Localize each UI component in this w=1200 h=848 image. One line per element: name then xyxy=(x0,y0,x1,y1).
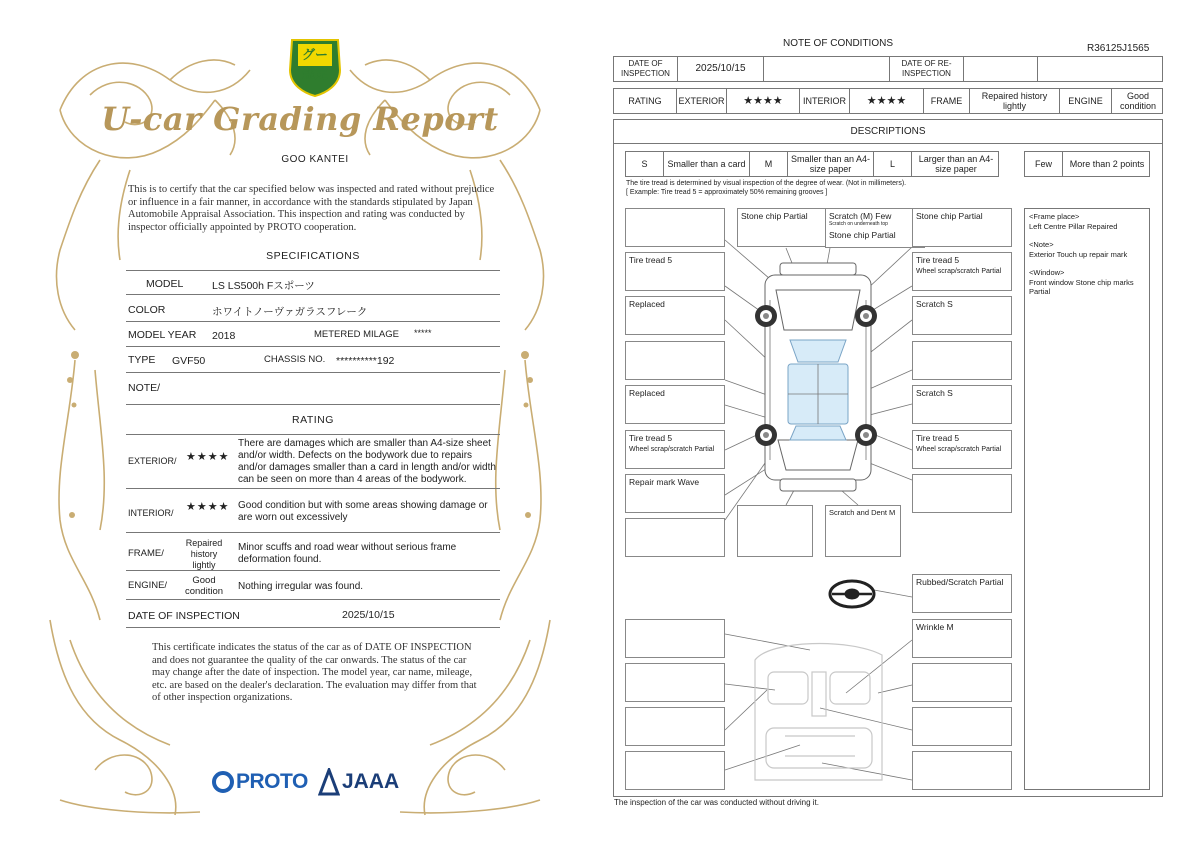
note-title: NOTE OF CONDITIONS xyxy=(783,38,893,49)
tire-note-2: [ Example: Tire tread 5 = approximately 50% remaining grooves ] xyxy=(626,189,828,196)
spec-row-model xyxy=(126,272,500,295)
date-reinspection-label: DATE OF RE-INSPECTION xyxy=(890,57,964,81)
chassis-label: CHASSIS NO. xyxy=(264,354,326,365)
mileage-label: METERED MILAGE xyxy=(314,329,399,340)
spec-row-year xyxy=(126,323,500,347)
note-text: Exterior Touch up repair mark xyxy=(1029,249,1128,259)
legend-few: Few xyxy=(1025,152,1063,176)
type-value: GVF50 xyxy=(172,355,206,367)
damage-box xyxy=(625,751,725,790)
frame-value: Repaired history lightly xyxy=(185,538,223,570)
spec-row-color xyxy=(126,296,500,322)
window-text: Front window Stone chip marks Partial xyxy=(1029,277,1134,296)
rating-label: RATING xyxy=(614,89,677,113)
chassis-value: **********192 xyxy=(336,355,395,367)
damage-label: Replaced xyxy=(629,388,665,398)
damage-label: Stone chip Partial xyxy=(916,211,983,221)
interior-stars: ★★★★ xyxy=(186,501,230,513)
damage-box xyxy=(912,430,1012,469)
damage-box xyxy=(912,296,1012,335)
damage-label: Repair mark Wave xyxy=(629,477,700,487)
model-year-value: 2018 xyxy=(212,330,236,342)
damage-box xyxy=(625,430,725,469)
damage-box xyxy=(625,474,725,513)
engine-description: Nothing irregular was found. xyxy=(238,581,364,592)
damage-label: Wrinkle M xyxy=(916,622,954,632)
window-tag: <Window> xyxy=(1029,268,1065,277)
damage-label: Tire tread 5 xyxy=(629,433,673,443)
damage-label: Wheel scrap/scratch Partial xyxy=(629,446,715,453)
engine-label: ENGINE xyxy=(1060,89,1112,113)
date-inspection-label: DATE OF INSPECTION xyxy=(614,57,678,81)
interior-label: INTERIOR/ xyxy=(128,508,174,518)
type-label: TYPE xyxy=(128,354,156,366)
tire-note-1: The tire tread is determined by visual inspection of the degree of wear. (Not in millimeters). xyxy=(626,180,907,187)
engine-value: Good condition xyxy=(184,575,224,597)
damage-box xyxy=(825,208,925,248)
divider xyxy=(126,270,500,271)
damage-label: Tire tread 5 xyxy=(916,433,960,443)
certificate-subtitle: GOO KANTEI xyxy=(281,154,349,165)
damage-box xyxy=(912,385,1012,424)
color-label: COLOR xyxy=(128,304,166,316)
spec-row-type xyxy=(126,348,500,373)
damage-box xyxy=(737,208,837,247)
legend-few-desc: More than 2 points xyxy=(1069,159,1145,169)
damage-box xyxy=(737,505,813,557)
frame-description: Minor scuffs and road wear without serious frame deformation found. xyxy=(238,542,457,565)
legend-l: L xyxy=(874,152,912,176)
side-notes-panel xyxy=(1024,208,1150,790)
damage-box xyxy=(625,619,725,658)
engine-value: Good condition xyxy=(1119,91,1157,111)
damage-box xyxy=(625,341,725,380)
certificate-intro: This is to certify that the car specified below was inspected and rated without prejudice or influence in a fair manner, in accordance with the standards stipulated by Japan Automobile Appraisal Association. This inspection and rating was conducted by inspector officially appointed by PROTO cooperation. xyxy=(128,184,495,233)
damage-label: Scratch (M) Few xyxy=(829,211,892,221)
note-label: NOTE/ xyxy=(128,382,161,394)
model-value: LS LS500h Fスポーツ xyxy=(212,280,315,292)
damage-label: Stone chip Partial xyxy=(741,211,808,221)
rating-heading: RATING xyxy=(292,414,334,426)
model-year-label: MODEL YEAR xyxy=(128,329,197,341)
damage-box xyxy=(912,751,1012,790)
date-label: DATE OF INSPECTION xyxy=(128,610,240,622)
frame-label: FRAME xyxy=(924,89,970,113)
legend-s: S xyxy=(626,152,664,176)
legend-m-desc: Smaller than an A4-size paper xyxy=(788,152,874,176)
damage-box xyxy=(625,208,725,247)
damage-box xyxy=(625,518,725,557)
damage-note: Scratch on underneath top xyxy=(829,221,888,227)
damage-box xyxy=(912,707,1012,746)
badge-text: グー 鑑定 xyxy=(301,47,328,81)
date-inspection-value: 2025/10/15 xyxy=(678,57,764,81)
damage-label: Tire tread 5 xyxy=(629,255,673,265)
jaaa-logo-icon xyxy=(318,768,340,796)
damage-label: Stone chip Partial xyxy=(829,230,896,240)
frame-place-tag: <Frame place> xyxy=(1029,212,1080,221)
damage-label: Wheel scrap/scratch Partial xyxy=(916,446,1002,453)
damage-box xyxy=(912,341,1012,380)
spec-row-note xyxy=(126,374,500,405)
damage-label: Replaced xyxy=(629,299,665,309)
legend-s-desc: Smaller than a card xyxy=(664,152,750,176)
damage-label: Scratch S xyxy=(916,299,953,309)
damage-box xyxy=(625,385,725,424)
damage-box xyxy=(912,252,1012,291)
interior-stars: ★★★★ xyxy=(850,89,924,113)
interior-label: INTERIOR xyxy=(800,89,850,113)
mileage-value: ***** xyxy=(414,328,432,338)
legend-l-desc: Larger than an A4-size paper xyxy=(918,154,994,174)
proto-logo: PROTO xyxy=(236,770,308,793)
damage-box xyxy=(912,663,1012,702)
damage-label: Tire tread 5 xyxy=(916,255,960,265)
damage-box xyxy=(912,574,1012,613)
damage-box xyxy=(625,296,725,335)
exterior-stars: ★★★★ xyxy=(727,89,800,113)
damage-box xyxy=(625,663,725,702)
date-value: 2025/10/15 xyxy=(342,609,395,621)
reference-number: R36125J1565 xyxy=(1087,43,1150,54)
frame-place-text: Left Centre Pillar Repaired xyxy=(1029,221,1118,231)
note-footer: The inspection of the car was conducted without driving it. xyxy=(614,798,819,807)
certificate-title: U-car Grading Report xyxy=(101,100,499,138)
damage-box xyxy=(625,252,725,291)
legend-m: M xyxy=(750,152,788,176)
model-label: MODEL xyxy=(146,278,184,290)
damage-label: Scratch S xyxy=(916,388,953,398)
damage-label: Scratch and Dent M xyxy=(829,508,896,517)
damage-box xyxy=(625,707,725,746)
jaaa-logo: JAAA xyxy=(342,770,400,793)
exterior-stars: ★★★★ xyxy=(186,451,230,463)
exterior-description: There are damages which are smaller than A4-size sheet and/or width. Defects on the bodywork due to repairs and/or damages smaller than a card in length and/or width can be seen on more than 4 areas of the bodywork. xyxy=(238,438,496,485)
interior-description: Good condition but with some areas showing damage or are worn out excessively xyxy=(238,500,488,523)
damage-box xyxy=(825,505,901,557)
divider xyxy=(126,434,500,435)
damage-label: Wheel scrap/scratch Partial xyxy=(916,268,1002,275)
exterior-label: EXTERIOR xyxy=(677,89,727,113)
date-row xyxy=(126,601,500,628)
note-tag: <Note> xyxy=(1029,240,1054,249)
damage-box xyxy=(912,474,1012,513)
exterior-label: EXTERIOR/ xyxy=(128,456,177,466)
frame-label: FRAME/ xyxy=(128,548,164,559)
engine-label: ENGINE/ xyxy=(128,580,168,591)
interior-diagram xyxy=(755,644,882,780)
specifications-heading: SPECIFICATIONS xyxy=(266,250,360,262)
note-of-conditions xyxy=(600,0,1200,848)
color-value: ホワイトノーヴァガラスフレーク xyxy=(212,306,368,318)
frame-value: Repaired history lightly xyxy=(970,89,1060,113)
damage-label: Rubbed/Scratch Partial xyxy=(916,577,1004,587)
steering-wheel-icon xyxy=(830,581,874,607)
proto-logo-icon xyxy=(211,770,235,794)
descriptions-heading: DESCRIPTIONS xyxy=(850,126,926,137)
damage-box xyxy=(912,208,1012,247)
certificate-footer: This certificate indicates the status of the car as of DATE OF INSPECTION and does not guarantee the quality of the car onwards. The status of the car may change after the date of inspection. The model year, car name, mileage, etc. are based on the dealer's declaration. The evaluation may differ from that of other inspection organizations. xyxy=(152,642,477,703)
damage-box xyxy=(912,619,1012,658)
